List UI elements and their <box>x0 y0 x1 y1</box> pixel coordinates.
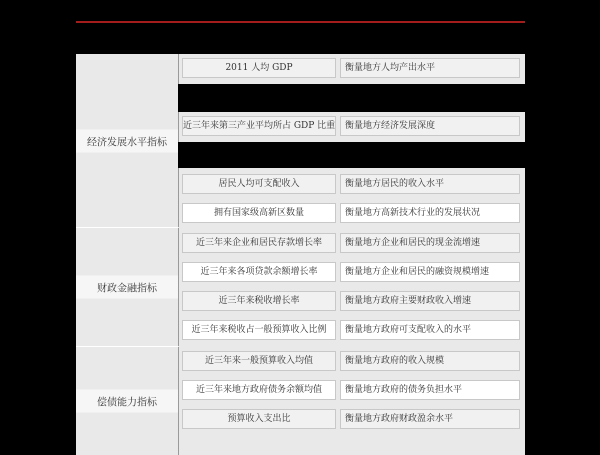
table-row <box>178 405 525 435</box>
table-row <box>178 376 525 406</box>
category-fiscal <box>76 228 179 346</box>
meaning-cell: 衡量地方企业和居民的融资规模增速 <box>340 262 520 282</box>
meaning-cell: 衡量地方政府的收入规模 <box>340 351 520 371</box>
category-solvency <box>76 347 179 455</box>
dark-band <box>178 84 525 112</box>
meaning-cell: 衡量地方经济发展深度 <box>340 116 520 136</box>
table-row <box>178 347 525 377</box>
meaning-cell: 衡量地方企业和居民的现金流增速 <box>340 233 520 253</box>
table-row <box>178 54 525 84</box>
category-label: 财政金融指标 <box>76 276 178 299</box>
indicator-cell: 近三年来一般预算收入均值 <box>182 351 336 371</box>
indicator-cell: 近三年来企业和居民存款增长率 <box>182 233 336 253</box>
table-row <box>178 199 525 229</box>
category-economic <box>76 54 179 227</box>
indicator-cell: 近三年来第三产业平均所占 GDP 比重 <box>182 116 336 136</box>
table-row <box>178 258 525 288</box>
meaning-cell: 衡量地方政府的债务负担水平 <box>340 380 520 400</box>
meaning-cell: 衡量地方人均产出水平 <box>340 58 520 78</box>
top-rule <box>76 21 525 23</box>
table-row <box>178 112 525 142</box>
meaning-cell: 衡量地方政府财政盈余水平 <box>340 409 520 429</box>
indicator-cell: 近三年来各项贷款余额增长率 <box>182 262 336 282</box>
indicator-cell: 预算收入支出比 <box>182 409 336 429</box>
indicator-cell: 近三年来税收增长率 <box>182 291 336 311</box>
table-row <box>178 229 525 259</box>
meaning-cell: 衡量地方政府主要财政收入增速 <box>340 291 520 311</box>
indicator-cell: 近三年来税收占一般预算收入比例 <box>182 320 336 340</box>
meaning-cell: 衡量地方政府可支配收入的水平 <box>340 320 520 340</box>
category-label: 经济发展水平指标 <box>76 129 178 152</box>
table-row <box>178 316 525 346</box>
indicator-cell: 拥有国家级高新区数量 <box>182 203 336 223</box>
table-row <box>178 170 525 200</box>
indicator-table <box>76 54 525 455</box>
indicator-cell: 居民人均可支配收入 <box>182 174 336 194</box>
category-label: 偿债能力指标 <box>76 390 178 413</box>
dark-band <box>178 142 525 168</box>
indicator-cell: 2011 人均 GDP <box>182 58 336 78</box>
meaning-cell: 衡量地方高新技术行业的发展状况 <box>340 203 520 223</box>
table-row <box>178 287 525 317</box>
meaning-cell: 衡量地方居民的收入水平 <box>340 174 520 194</box>
indicator-cell: 近三年来地方政府债务余额均值 <box>182 380 336 400</box>
